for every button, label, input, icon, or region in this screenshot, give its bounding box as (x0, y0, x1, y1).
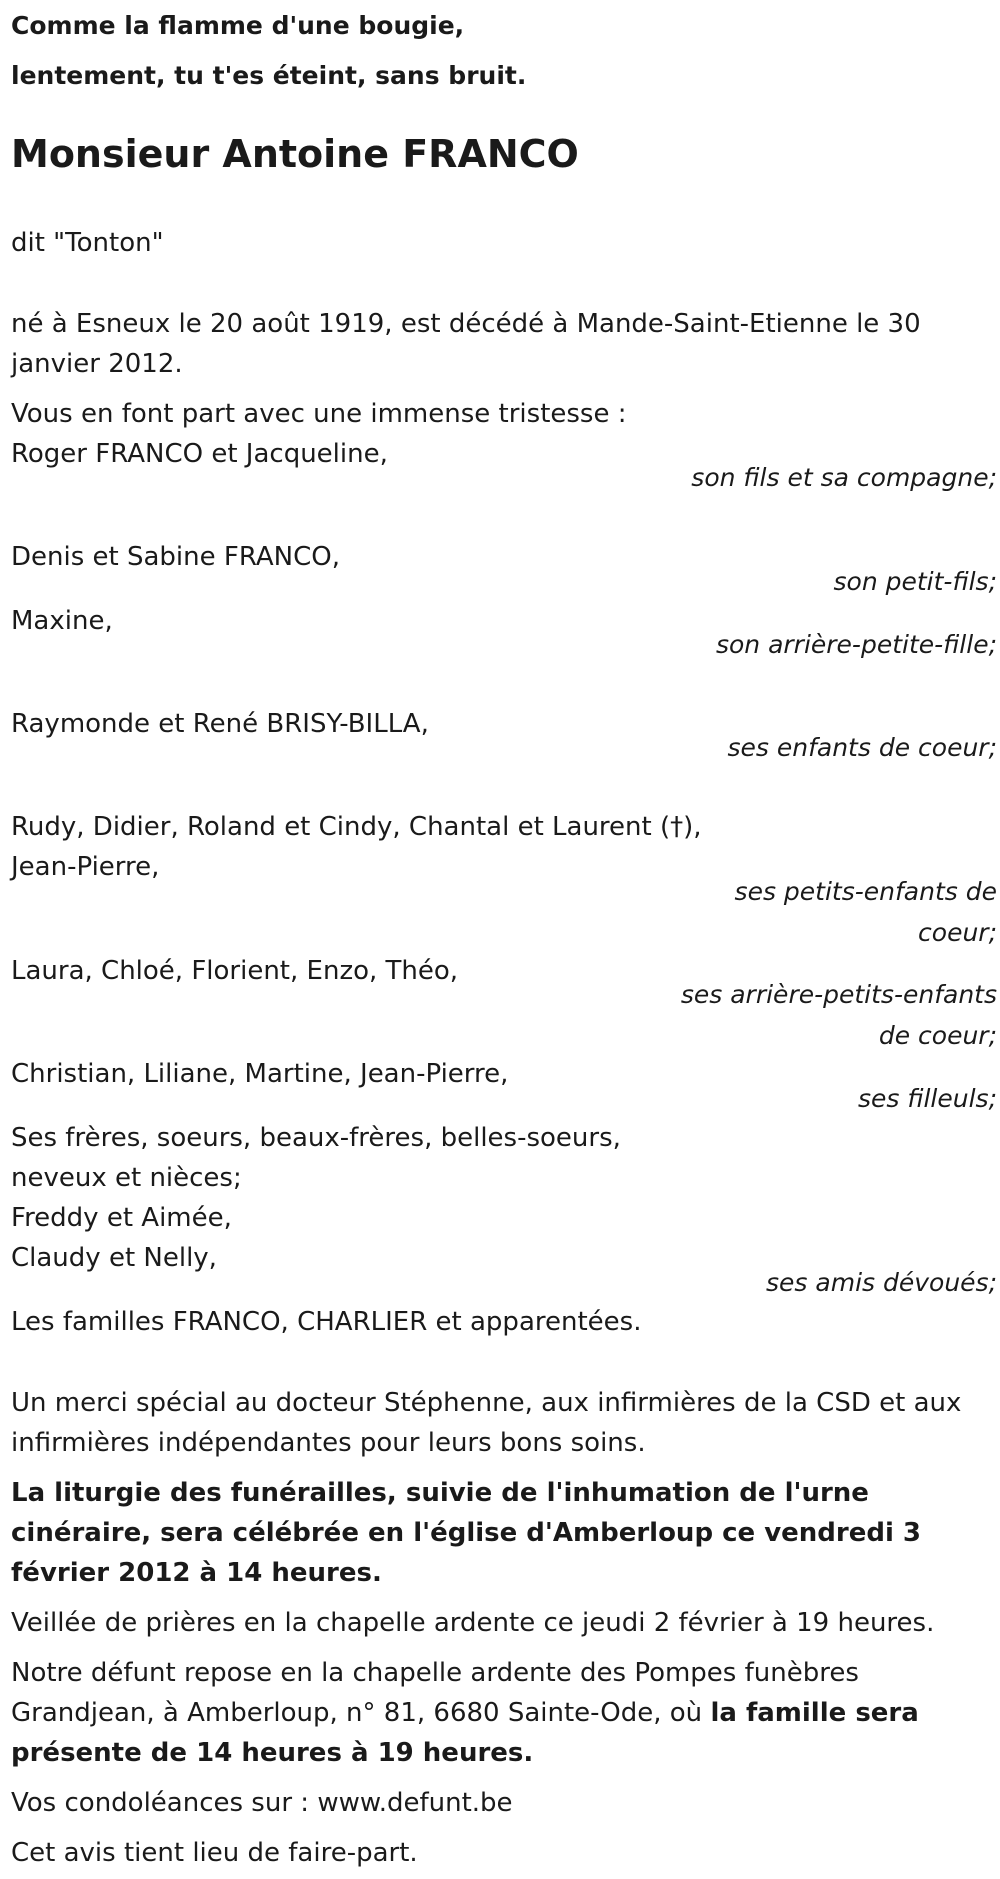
family-names: Rudy, Didier, Roland et Cindy, Chantal et Laurent (†), (11, 812, 702, 842)
family-names: Denis et Sabine FRANCO, (11, 542, 340, 572)
family-names: Maxine, (11, 606, 113, 636)
repose-bold-text: la famille sera présente de 14 heures à 19 heures. (11, 1698, 919, 1768)
family-names: Jean-Pierre, (11, 852, 160, 882)
vigil-line: Veillée de prières en la chapelle ardente ce jeudi 2 février à 19 heures. (11, 1608, 935, 1638)
family-names: Ses frères, soeurs, beaux-frères, belles-soeurs, (11, 1123, 621, 1153)
family-relation: ses petits-enfants de coeur; (734, 877, 997, 947)
family-names: neveux et nièces; (11, 1163, 242, 1193)
family-names: Claudy et Nelly, (11, 1243, 217, 1273)
funeral-paragraph: La liturgie des funérailles, suivie de l'inhumation de l'urne cinéraire, sera célébrée en l'église d'Amberloup ce vendredi 3 février 2012 à 14 heures. (11, 1478, 922, 1588)
intro-line: Vous en font part avec une immense tristesse : (11, 399, 627, 429)
family-relation: son petit-fils; (833, 567, 997, 596)
family-names: Christian, Liliane, Martine, Jean-Pierre, (11, 1059, 509, 1089)
family-relation: son arrière-petite-fille; (715, 630, 997, 659)
family-names: Freddy et Aimée, (11, 1203, 232, 1233)
deceased-name: Monsieur Antoine FRANCO (11, 132, 579, 176)
nickname: dit "Tonton" (11, 228, 164, 258)
family-relation: ses enfants de coeur; (727, 733, 997, 762)
families-line: Les familles FRANCO, CHARLIER et apparentées. (11, 1307, 642, 1337)
family-names: Roger FRANCO et Jacqueline, (11, 439, 388, 469)
family-relation: ses filleuls; (857, 1084, 997, 1113)
notice-line: Cet avis tient lieu de faire-part. (11, 1838, 418, 1868)
condolences-line: Vos condoléances sur : www.defunt.be (11, 1788, 513, 1818)
quote-line-2: lentement, tu t'es éteint, sans bruit. (11, 61, 527, 90)
repose-paragraph (11, 1653, 996, 1773)
birth-death-statement: né à Esneux le 20 août 1919, est décédé à Mande-Saint-Etienne le 30 janvier 2012. (11, 309, 921, 379)
family-names: Raymonde et René BRISY-BILLA, (11, 709, 429, 739)
family-relation: ses arrière-petits-enfants de coeur; (680, 980, 997, 1050)
family-relation: ses amis dévoués; (766, 1268, 997, 1297)
family-relation: son fils et sa compagne; (691, 463, 997, 492)
quote-line-1: Comme la flamme d'une bougie, (11, 11, 465, 40)
thanks-paragraph: Un merci spécial au docteur Stéphenne, aux infirmières de la CSD et aux infirmières indépendantes pour leurs bons soins. (11, 1388, 962, 1458)
family-names: Laura, Chloé, Florient, Enzo, Théo, (11, 956, 459, 986)
repose-text: Notre défunt repose en la chapelle ardente des Pompes funèbres Grandjean, à Amberloup, n° 81, 6680 Sainte-Ode, où (11, 1658, 859, 1728)
